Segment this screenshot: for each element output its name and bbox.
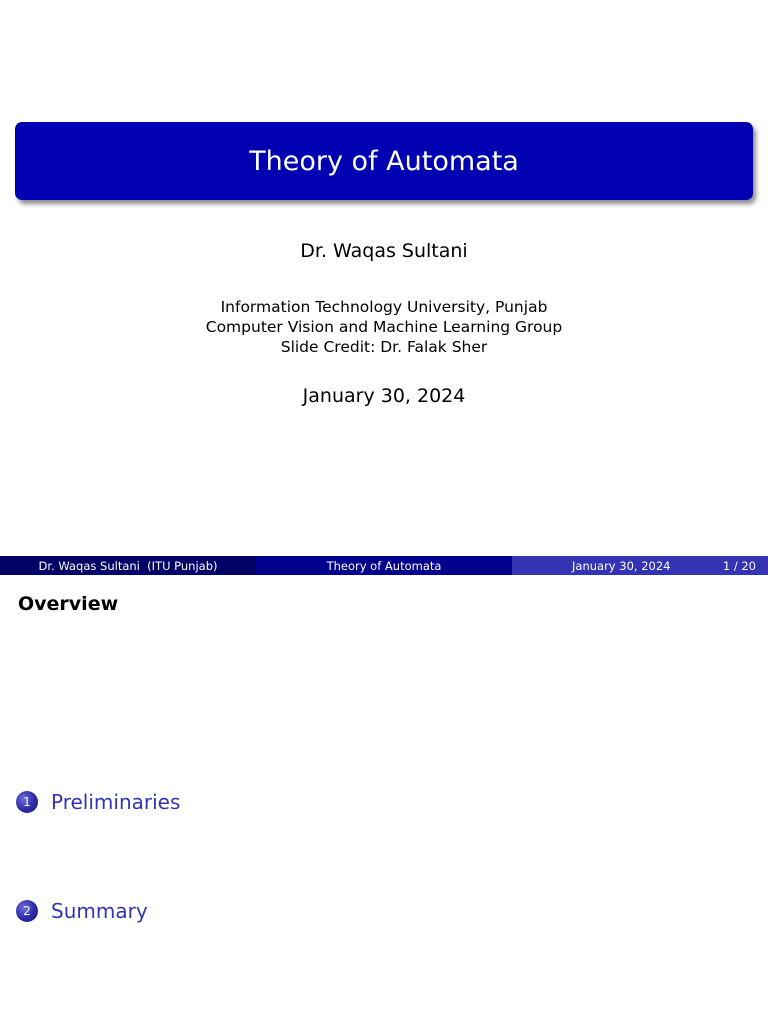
slide-footer	[0, 556, 768, 575]
institute-line: Information Technology University, Punjab	[220, 298, 548, 316]
frame-title: Overview	[18, 593, 119, 615]
footer-page-number: 1 / 20	[722, 558, 756, 573]
institute-line: Computer Vision and Machine Learning Group	[205, 318, 563, 336]
toc-item-summary[interactable]	[16, 899, 148, 923]
toc-label[interactable]: Preliminaries	[51, 790, 181, 814]
toc-label[interactable]: Summary	[51, 899, 148, 923]
footer-author: Dr. Waqas Sultani (ITU Punjab)	[38, 558, 218, 573]
toc-number-badge: 2	[16, 900, 38, 922]
toc-item-preliminaries[interactable]	[16, 790, 180, 814]
toc-number-badge: 1	[16, 791, 38, 813]
presentation-title: Theory of Automata	[249, 145, 519, 177]
title-box	[15, 122, 753, 200]
footer-date: January 30, 2024	[572, 558, 671, 573]
footer-title: Theory of Automata	[326, 558, 442, 573]
presentation-date: January 30, 2024	[302, 385, 466, 407]
footer-date-section	[512, 556, 768, 575]
institute-block	[0, 297, 768, 357]
overview-slide	[0, 576, 768, 1024]
author-name: Dr. Waqas Sultani	[300, 240, 468, 262]
footer-title-section	[256, 556, 512, 575]
footer-author-section	[0, 556, 256, 575]
institute-line: Slide Credit: Dr. Falak Sher	[280, 338, 488, 356]
